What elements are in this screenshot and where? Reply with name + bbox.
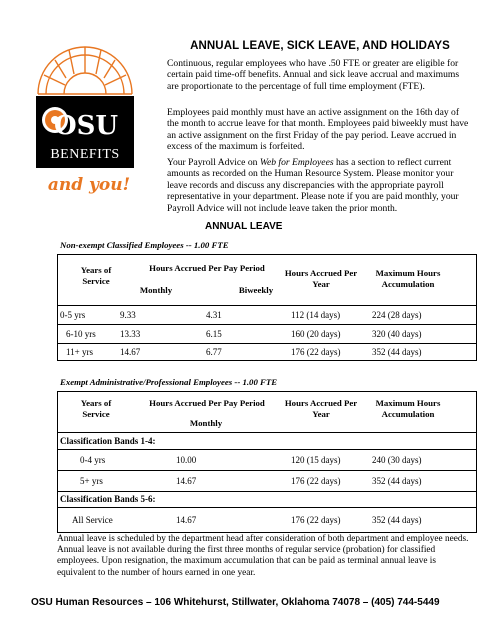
footer-contact: OSU Human Resources – 106 Whitehurst, Stillwater, Oklahoma 74078 – (405) 744-5449 (31, 597, 440, 608)
web-for-employees-link[interactable]: Web for Employees (259, 157, 334, 168)
t1-divider (58, 343, 476, 344)
t1-row0-years: 0-5 yrs (60, 310, 86, 320)
t2-row0-per-year: 120 (15 days) (291, 455, 341, 465)
exempt-table (57, 391, 477, 533)
t1-row2-max: 352 (44 days) (372, 347, 422, 357)
table1-caption: Non-exempt Classified Employees -- 1.00 FTE (60, 240, 229, 250)
t1-row2-biweekly: 6.77 (206, 347, 222, 357)
t2-header-accrued: Hours Accrued Per Pay Period (149, 398, 265, 408)
logo-benefits-text: BENEFITS (50, 147, 120, 162)
intro-paragraph: Continuous, regular employees who have .50 FTE or greater are eligible for certain paid time-off benefits. Annual and sick leave accrual and maximums are proportionate to the percentage of full time employment (FTE). (167, 58, 460, 92)
t1-row1-max: 320 (40 days) (372, 329, 422, 339)
arch-window-icon (38, 47, 132, 94)
t2-band1-label: Classification Bands 1-4: (60, 436, 156, 446)
t1-header-per-year: Hours Accrued Per Year (284, 268, 358, 289)
t2-divider (58, 491, 476, 492)
t1-divider (58, 324, 476, 325)
t1-row2-per-year: 176 (22 days) (291, 347, 341, 357)
t2-divider (58, 432, 476, 433)
t2-row0-monthly: 10.00 (176, 455, 197, 465)
t2-header-years: Years of Service (80, 398, 112, 419)
payroll-text-after: has a section to reflect current amounts as recorded on the Human Resource System. Please monitor your leave records and discuss any discrepancies with the appropriate payroll representative in your department. Please note if you are paid monthly, your Payroll Advice will not include leave taken the prior month. (167, 157, 459, 214)
t1-row1-monthly: 13.33 (120, 329, 141, 339)
table2-caption: Exempt Administrative/Professional Employees -- 1.00 FTE (60, 377, 278, 387)
non-exempt-table (57, 254, 477, 361)
annual-leave-heading: ANNUAL LEAVE (205, 221, 283, 232)
t1-header-biweekly: Biweekly (238, 285, 274, 295)
t1-row2-monthly: 14.67 (120, 347, 141, 357)
logo-osu-text: OSU (53, 111, 119, 141)
t2-row0-max: 240 (30 days) (372, 455, 422, 465)
payroll-paragraph (167, 157, 472, 214)
t1-row2-years: 11+ yrs (66, 347, 93, 357)
page-title: ANNUAL LEAVE, SICK LEAVE, AND HOLIDAYS (190, 40, 450, 52)
payroll-text-before: Your Payroll Advice on (167, 157, 260, 168)
t1-row0-max: 224 (28 days) (372, 310, 422, 320)
t2-header-monthly: Monthly (189, 418, 223, 428)
t1-row1-biweekly: 6.15 (206, 329, 222, 339)
t2-divider (58, 470, 476, 471)
t1-row0-per-year: 112 (14 days) (291, 310, 341, 320)
t1-row0-monthly: 9.33 (120, 310, 136, 320)
t1-header-monthly: Monthly (139, 285, 173, 295)
t1-divider (58, 305, 476, 306)
t1-row1-years: 6-10 yrs (66, 329, 96, 339)
t2-header-max: Maximum Hours Accumulation (375, 398, 441, 419)
t2-row1-years: 5+ yrs (80, 476, 103, 486)
t2-row2-monthly: 14.67 (176, 515, 197, 525)
accrual-paragraph: Employees paid monthly must have an active assignment on the 16th day of the month to accrue leave for that month. Employees paid biweekly must have an active assignment on the first Friday of the pay period. Leave accrued in excess of the maximum is forfeited. (167, 107, 469, 153)
logo-tagline: and you! (47, 175, 131, 195)
t2-row1-per-year: 176 (22 days) (291, 476, 341, 486)
t1-row1-per-year: 160 (20 days) (291, 329, 341, 339)
t1-row0-biweekly: 4.31 (206, 310, 222, 320)
t2-row2-per-year: 176 (22 days) (291, 515, 341, 525)
t1-header-years: Years of Service (80, 265, 112, 286)
t2-band2-label: Classification Bands 5-6: (60, 494, 156, 504)
closing-paragraph: Annual leave is scheduled by the department head after consideration of both department and employee needs. Annual leave is not available during the first three months of regular service (probation) for classified employees. Upon resignation, the maximum accumulation that can be paid as terminal annual leave is equivalent to the number of hours earned in one year. (57, 534, 469, 578)
osu-benefits-logo (34, 40, 136, 210)
t2-row2-max: 352 (44 days) (372, 515, 422, 525)
t1-header-max: Maximum Hours Accumulation (375, 268, 441, 289)
t2-divider (58, 449, 476, 450)
t2-row1-max: 352 (44 days) (372, 476, 422, 486)
logo-graphic (34, 40, 136, 210)
t1-header-accrued: Hours Accrued Per Pay Period (149, 263, 265, 273)
t2-row2-years: All Service (72, 515, 113, 525)
t2-row1-monthly: 14.67 (176, 476, 197, 486)
t2-header-per-year: Hours Accrued Per Year (284, 398, 358, 419)
t2-divider (58, 507, 476, 508)
t2-row0-years: 0-4 yrs (80, 455, 106, 465)
